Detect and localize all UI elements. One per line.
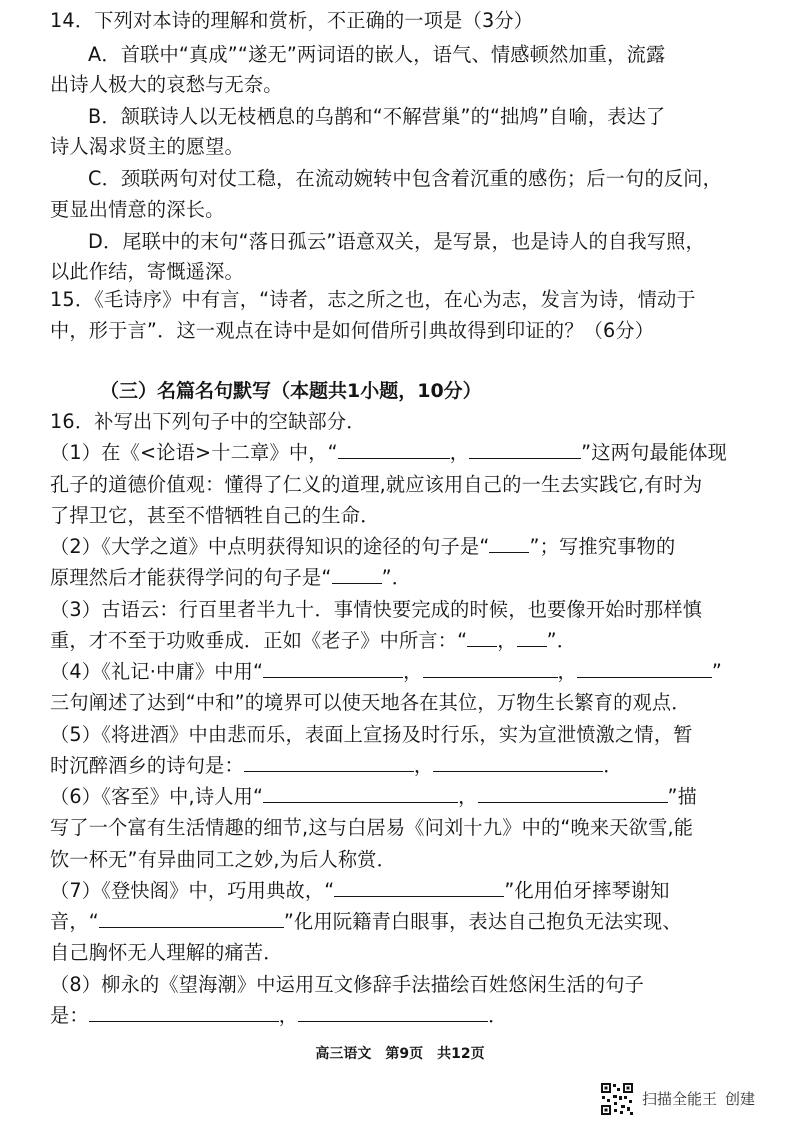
q16-item5-text: 时沉醉酒乡的诗句是： <box>50 754 244 777</box>
punctuation: ， <box>413 754 434 777</box>
q16-item5-line2 <box>50 753 770 779</box>
section-heading: （三）名篇名句默写（本题共1小题，10分） <box>100 380 482 402</box>
punctuation: ， <box>458 785 478 808</box>
answer-blank[interactable] <box>467 628 497 647</box>
punctuation: ”． <box>546 629 577 652</box>
q16-item6-text: （6）《客至》中,诗人用“ <box>50 785 264 808</box>
q15-line1: 15．《毛诗序》中有言，“诗者，志之所之也，在心为志，发言为诗，情动于 <box>50 288 696 311</box>
q14-option-b: B．颔联诗人以无枝栖息的乌鹊和“不解营巢”的“拙鸠”自喻，表达了 <box>88 105 666 128</box>
q16-item1-line3: 了捍卫它，甚至不惜牺牲自己的生命． <box>50 504 380 527</box>
q16-item7-text: 音，“ <box>50 910 99 933</box>
q16-item1-text: ”这两句最能体现 <box>581 441 728 464</box>
punctuation: ， <box>497 629 517 652</box>
punctuation: ． <box>603 754 623 777</box>
scanner-watermark <box>642 1088 755 1110</box>
q14-stem: 14．下列对本诗的理解和赏析，不正确的一项是（3分） <box>50 9 534 32</box>
q14-option-a-cont: 出诗人极大的哀愁与无奈。 <box>50 73 283 96</box>
q14-option-b-cont: 诗人渴求贤主的愿望。 <box>50 135 244 158</box>
q15-line2: 中，形于言”．这一观点在诗中是如何借所引典故得到印证的？（6分） <box>50 319 655 342</box>
q16-item3-line2 <box>50 628 770 654</box>
answer-blank[interactable] <box>338 440 450 459</box>
q16-item3-text: 重，才不至于功败垂成．正如《老子》中所言：“ <box>50 629 468 652</box>
q16-item6-line1 <box>50 784 770 810</box>
q16-item6-line3: 饮一杯无”有异曲同工之妙,为后人称赏． <box>50 848 397 871</box>
page-footer: 高三语文 第9页 共12页 <box>315 1046 485 1062</box>
answer-blank[interactable] <box>489 534 529 553</box>
punctuation: ， <box>449 441 470 464</box>
answer-blank[interactable] <box>517 628 547 647</box>
q16-item2-text: 原理然后才能获得学问的句子是“ <box>50 566 332 589</box>
q14-option-c: C．颈联两句对仗工稳，在流动婉转中包含着沉重的感伤；后一句的反问， <box>88 167 722 190</box>
q16-item7-line3: 自己胸怀无人理解的痛苦． <box>50 941 283 964</box>
qr-code-icon <box>600 1082 634 1116</box>
q16-item6-line2: 写了一个富有生活情趣的细节,这与白居易《问刘十九》中的“晚来天欲雪,能 <box>50 816 694 839</box>
q16-item7-text: （7）《登快阁》中，巧用典故，“ <box>50 879 335 902</box>
punctuation: ”． <box>381 566 412 589</box>
q14-option-a: A．首联中“真成”“遂无”两词语的嵌人，语气、情感顿然加重，流露 <box>88 43 666 66</box>
q14-option-d-cont: 以此作结，寄慨遥深。 <box>50 260 244 283</box>
watermark-app-name: 扫描全能王 <box>642 1090 718 1108</box>
answer-blank[interactable] <box>244 753 414 772</box>
q16-item4-text: （4）《礼记·中庸》中用“ <box>50 660 264 683</box>
answer-blank[interactable] <box>298 1003 488 1022</box>
q16-item8-line2 <box>50 1003 770 1029</box>
q16-item5-line1: （5）《将进酒》中由悲而乐，表面上宣扬及时行乐，实为宣泄愤激之情，暂 <box>50 723 693 746</box>
q16-item8-line1: （8）柳永的《望海潮》中运用互文修辞手法描绘百姓悠闲生活的句子 <box>50 973 645 996</box>
punctuation: ， <box>278 1004 299 1027</box>
answer-blank[interactable] <box>433 753 603 772</box>
answer-blank[interactable] <box>423 659 558 678</box>
punctuation: ， <box>403 660 423 683</box>
answer-blank[interactable] <box>469 440 581 459</box>
q16-item1-text: （1）在《<论语>十二章》中，“ <box>50 441 338 464</box>
punctuation: ， <box>557 660 577 683</box>
watermark-action: 创建 <box>725 1090 756 1108</box>
answer-blank[interactable] <box>332 565 382 584</box>
q16-item2-line1 <box>50 534 770 560</box>
q16-stem: 16．补写出下列句子中的空缺部分． <box>50 410 366 433</box>
answer-blank[interactable] <box>99 909 284 928</box>
q14-option-d: D．尾联中的末句“落日孤云”语意双关，是写景，也是诗人的自我写照， <box>88 230 705 253</box>
q16-item4-line1 <box>50 659 770 685</box>
answer-blank[interactable] <box>334 878 504 897</box>
q16-item2-text: ”；写推究事物的 <box>529 535 676 558</box>
q16-item4-line2: 三句阐述了达到“中和”的境界可以使天地各在其位，万物生长繁育的观点． <box>50 691 691 714</box>
answer-blank[interactable] <box>577 659 712 678</box>
answer-blank[interactable] <box>89 1003 279 1022</box>
q16-item2-text: （2）《大学之道》中点明获得知识的途径的句子是“ <box>50 535 490 558</box>
q16-item8-text: 是： <box>50 1004 89 1027</box>
q16-item1-line2: 孔子的道德价值观：懂得了仁义的道理,就应该用自己的一生去实践它,有时为 <box>50 473 703 496</box>
q16-item7-line1 <box>50 878 770 904</box>
punctuation: ” <box>711 660 723 683</box>
q16-item7-line2 <box>50 909 770 935</box>
answer-blank[interactable] <box>478 784 668 803</box>
punctuation: ． <box>488 1004 508 1027</box>
answer-blank[interactable] <box>263 784 458 803</box>
q16-item2-line2 <box>50 565 770 591</box>
q16-item7-text: ”化用阮籍青白眼事，表达自己抱负无法实现、 <box>283 910 682 933</box>
q16-item6-text: ”描 <box>667 785 698 808</box>
answer-blank[interactable] <box>263 659 403 678</box>
q16-item1-line1 <box>50 440 770 466</box>
q14-option-c-cont: 更显出情意的深长。 <box>50 198 225 221</box>
q16-item7-text: ”化用伯牙摔琴谢知 <box>504 879 670 902</box>
q16-item3-line1: （3）古语云：行百里者半九十．事情快要完成的时候，也要像开始时那样慎 <box>50 598 703 621</box>
